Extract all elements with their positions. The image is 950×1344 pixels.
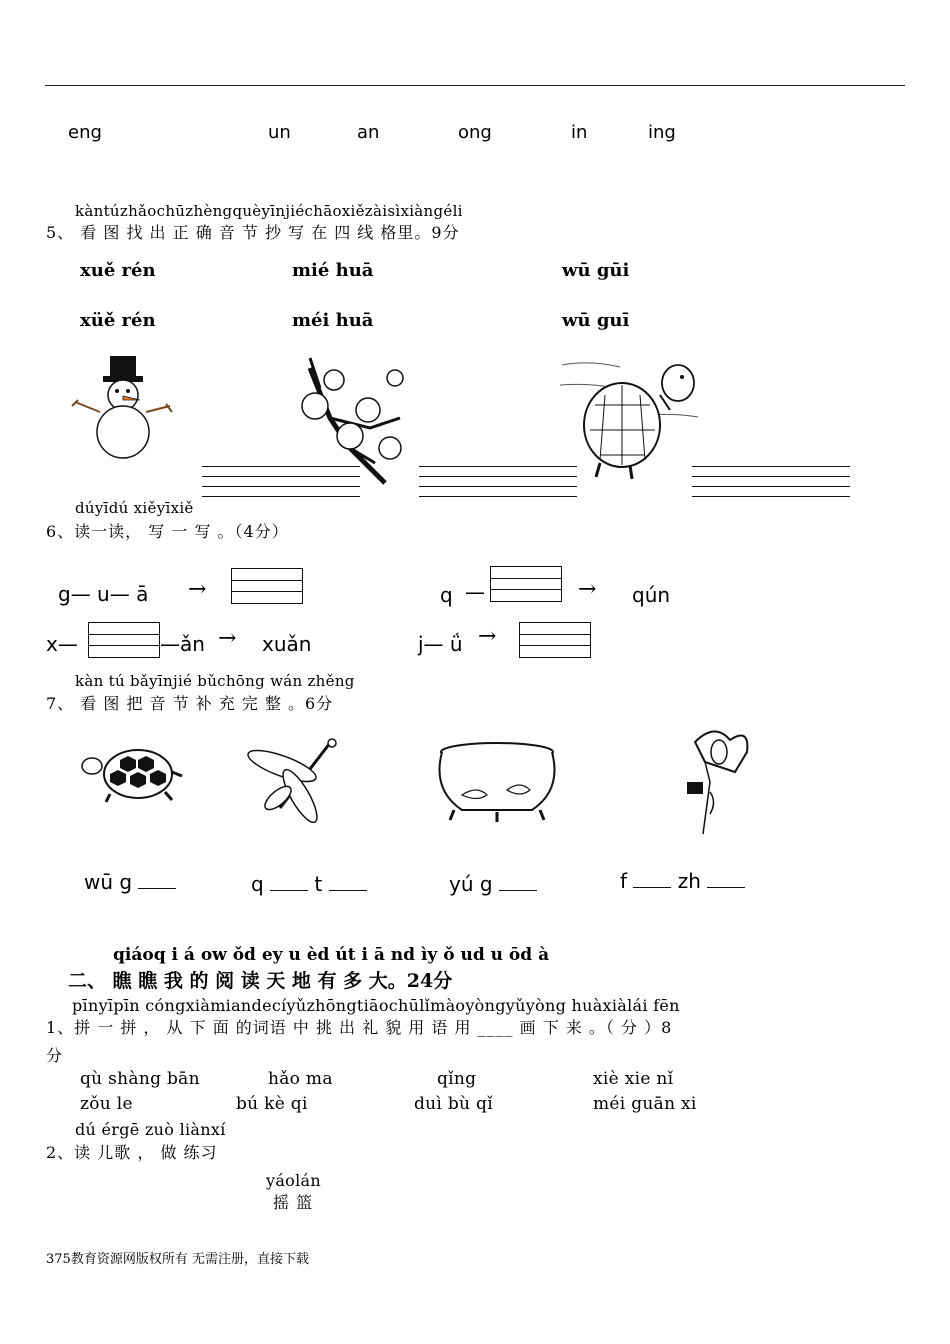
q6-row1-left: g— u— ā — [58, 582, 149, 606]
q6-text: 6、读一读， 写 一 写 。（4分） — [46, 522, 289, 541]
tortoise-image — [80, 742, 185, 807]
arrow-icon: → — [218, 626, 237, 651]
q5-option-3b: wū guī — [562, 310, 630, 331]
vowel-ong: ong — [458, 122, 492, 143]
poem-title: 摇 篮 — [273, 1193, 314, 1212]
q5-option-2b: méi huā — [292, 310, 374, 331]
q5-option-2a: mié huā — [292, 260, 374, 281]
answer-box[interactable] — [88, 622, 160, 658]
fish-tank-image — [432, 740, 562, 825]
q7-label-1: wū g — [84, 870, 176, 894]
top-rule — [45, 85, 905, 86]
arrow-icon: → — [478, 624, 497, 649]
q6-row2-initial: x— — [46, 632, 78, 656]
q2-text: 2、读 儿歌 ， 做 练习 — [46, 1143, 218, 1162]
vowel-ing: ing — [648, 122, 676, 143]
footer: 375教育资源网版权所有 无需注册，直接下载 — [46, 1252, 309, 1267]
q6-row2-mid: —ǎn — [160, 632, 205, 656]
q6-row1-result: qún — [632, 583, 671, 607]
answer-box[interactable] — [519, 622, 591, 658]
snowman-image — [70, 350, 180, 460]
q7-label-4: f zh — [620, 869, 745, 893]
word-4: xiè xie nǐ — [593, 1069, 674, 1089]
section2-title: 二、 瞧 瞧 我 的 阅 读 天 地 有 多 大。24分 — [68, 970, 453, 992]
q6-pinyin: dúyīdú xiěyīxiě — [75, 499, 194, 517]
word-2: hǎo ma — [268, 1069, 333, 1089]
q2-pinyin: dú érgē zuò liànxí — [75, 1120, 226, 1139]
q1-pinyin: pīnyīpīn cóngxiàmiandecíyǔzhōngtiāochūlǐmàoyòngyǔyòng huàxiàlái fēn — [72, 996, 680, 1015]
arrow-icon: → — [578, 577, 597, 602]
four-line-grid — [202, 466, 360, 506]
q6-row1-right-initial: q — [440, 583, 453, 607]
q6-row2-result: xuǎn — [262, 632, 312, 656]
vowel-in: in — [571, 122, 588, 143]
four-line-grid — [692, 466, 850, 506]
answer-box[interactable] — [490, 566, 562, 602]
word-3: qǐng — [437, 1069, 477, 1089]
vowel-an: an — [357, 122, 380, 143]
q7-pinyin: kàn tú bǎyīnjié bǔchōng wán zhěng — [75, 672, 355, 690]
answer-box[interactable] — [231, 568, 303, 604]
four-line-grid — [419, 466, 577, 506]
arrow-icon: → — [188, 577, 207, 602]
q6-row2-right: j— ǘ — [418, 632, 463, 656]
word-1: qù shàng bān — [80, 1069, 200, 1089]
dash-icon: — — [465, 580, 485, 604]
q1-text-cont: 分 — [46, 1046, 64, 1065]
q5-pinyin: kàntúzhǎochūzhèngquèyīnjiéchāoxiězàisìxiàngéli — [75, 202, 463, 220]
word-5: zǒu le — [80, 1094, 133, 1114]
q5-option-3a: wū gūi — [562, 260, 630, 281]
kite-image — [675, 722, 760, 840]
vowel-eng: eng — [68, 122, 102, 143]
word-7: duì bù qǐ — [414, 1094, 493, 1114]
vowel-un: un — [268, 122, 291, 143]
q1-text: 1、拼 一 拼 ， 从 下 面 的词语 中 挑 出 礼 貌 用 语 用 ____ 画 下 来 。（ 分 ）8 — [46, 1018, 673, 1037]
turtle-image — [560, 355, 700, 485]
section2-pinyin: qiáoq i á ow ǒd ey u èd út i ā nd ìy ǒ ud u ōd à — [113, 945, 550, 965]
q7-text: 7、 看 图 把 音 节 补 充 完 整 。6分 — [46, 694, 334, 713]
q7-label-3: yú g — [449, 872, 537, 896]
word-6: bú kè qi — [236, 1094, 308, 1114]
dragonfly-image — [240, 738, 340, 823]
poem-pinyin: yáolán — [266, 1171, 321, 1190]
word-8: méi guān xi — [593, 1094, 697, 1114]
q5-option-1a: xuě rén — [80, 260, 156, 281]
q5-option-1b: xüě rén — [80, 310, 156, 331]
q5-text: 5、 看 图 找 出 正 确 音 节 抄 写 在 四 线 格里。9分 — [46, 223, 460, 242]
q7-label-2: q t — [251, 872, 367, 896]
